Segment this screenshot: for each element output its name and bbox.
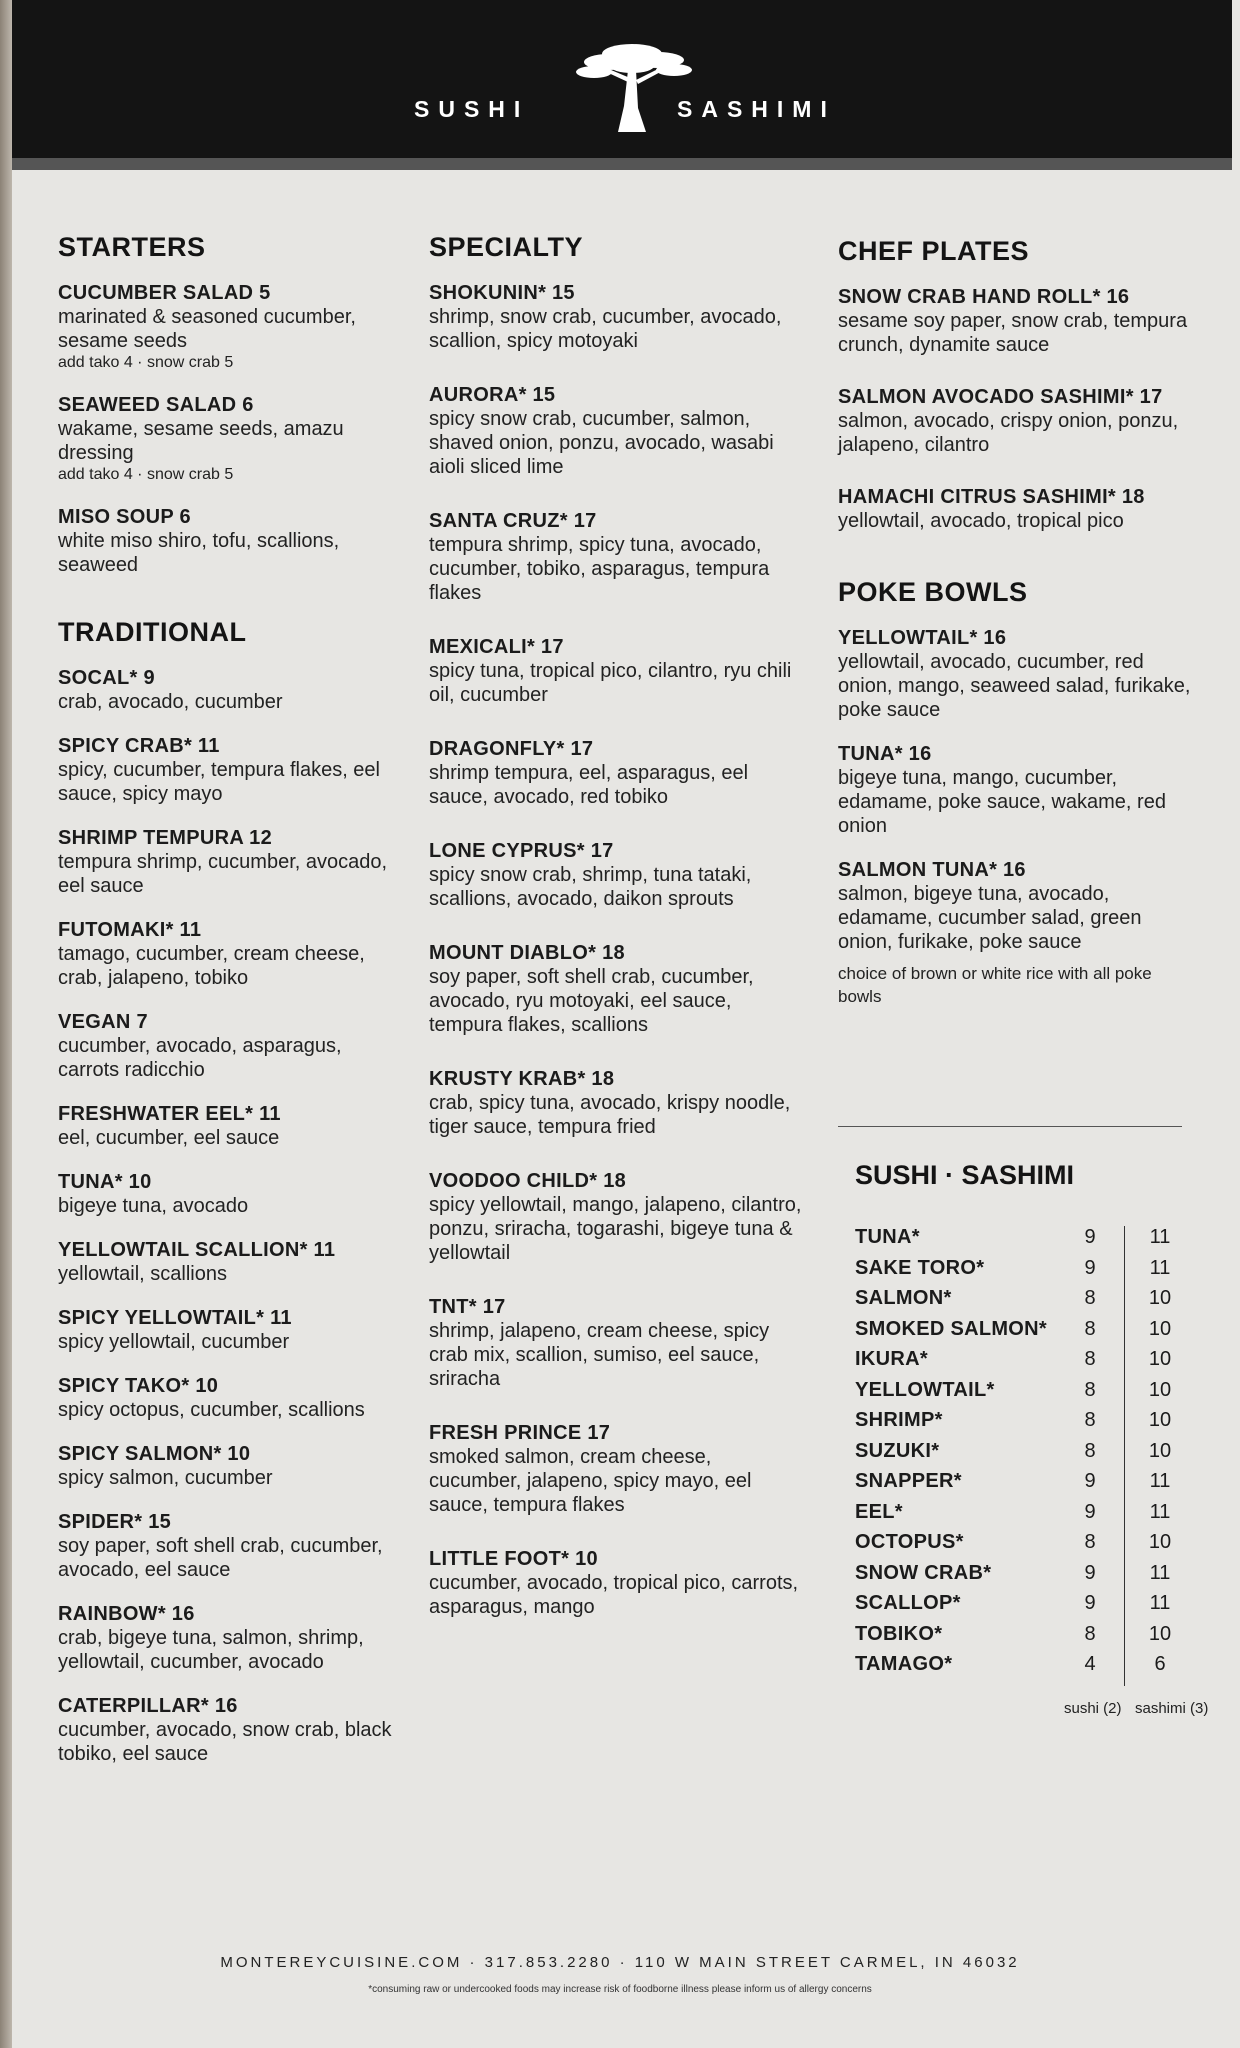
item-name: VOODOO CHILD* 18 bbox=[429, 1170, 627, 1192]
sushi-price: 8 bbox=[1084, 1287, 1096, 1309]
item-name: MISO SOUP 6 bbox=[58, 506, 191, 528]
item-name: TUNA* 16 bbox=[838, 743, 932, 765]
sushi-row bbox=[855, 1379, 1185, 1410]
item-description: crab, avocado, cucumber bbox=[58, 691, 283, 713]
item-name: SOCAL* 9 bbox=[58, 667, 155, 689]
item-name: CATERPILLAR* 16 bbox=[58, 1695, 238, 1717]
item-name: SEAWEED SALAD 6 bbox=[58, 394, 254, 416]
sushi-row bbox=[855, 1470, 1185, 1501]
brand-left: SUSHI bbox=[414, 96, 530, 122]
menu-item bbox=[58, 666, 398, 714]
item-description: spicy yellowtail, mango, jalapeno, cilantro, ponzu, sriracha, togarashi, bigeye tuna & yellowtail bbox=[429, 1194, 802, 1264]
item-name: HAMACHI CITRUS SASHIMI* 18 bbox=[838, 486, 1145, 508]
sashimi-price: 11 bbox=[1149, 1500, 1171, 1523]
sushi-price: 9 bbox=[1084, 1470, 1096, 1492]
sashimi-price: 10 bbox=[1148, 1409, 1172, 1431]
menu-item bbox=[429, 941, 809, 1037]
menu-item bbox=[58, 1170, 398, 1218]
menu-item bbox=[58, 1694, 398, 1766]
menu-item bbox=[429, 1295, 809, 1391]
item-description: sesame soy paper, snow crab, tempura crunch, dynamite sauce bbox=[838, 310, 1188, 356]
starters-title: STARTERS bbox=[58, 232, 206, 262]
sushi-row bbox=[855, 1226, 1185, 1257]
sashimi-price: 11 bbox=[1149, 1470, 1171, 1492]
item-name: YELLOWTAIL* 16 bbox=[838, 627, 1007, 649]
sushi-price: 8 bbox=[1084, 1622, 1096, 1645]
item-name: SPICY TAKO* 10 bbox=[58, 1375, 219, 1397]
sushi-price: 8 bbox=[1084, 1409, 1096, 1431]
sushi-item-name: SAKE TORO* bbox=[855, 1256, 985, 1279]
item-name: SPICY CRAB* 11 bbox=[58, 735, 220, 757]
sushi-row bbox=[855, 1562, 1185, 1593]
sushi-item-name: SNOW CRAB* bbox=[855, 1561, 992, 1584]
sushi-row bbox=[855, 1409, 1185, 1440]
item-description: yellowtail, avocado, cucumber, red onion, mango, seaweed salad, furikake, poke sauce bbox=[838, 651, 1191, 721]
sushi-row bbox=[855, 1592, 1185, 1623]
item-name: TUNA* 10 bbox=[58, 1171, 152, 1193]
item-description: spicy snow crab, shrimp, tuna tataki, scallions, avocado, daikon sprouts bbox=[429, 864, 752, 910]
item-description: crab, bigeye tuna, salmon, shrimp, yellowtail, cucumber, avocado bbox=[58, 1627, 364, 1673]
item-description: crab, spicy tuna, avocado, krispy noodle, tiger sauce, tempura fried bbox=[429, 1092, 791, 1138]
item-description: wakame, sesame seeds, amazu dressing bbox=[58, 418, 344, 464]
sushi-item-name: TOBIKO* bbox=[855, 1622, 943, 1645]
column-left bbox=[58, 232, 398, 1786]
page-edge bbox=[0, 0, 12, 2048]
sushi-row bbox=[855, 1623, 1185, 1654]
item-name: AURORA* 15 bbox=[429, 384, 556, 406]
item-name: YELLOWTAIL SCALLION* 11 bbox=[58, 1239, 336, 1261]
menu-item bbox=[838, 485, 1198, 533]
menu-item bbox=[429, 1169, 809, 1265]
menu-item bbox=[838, 626, 1198, 722]
menu-item bbox=[429, 383, 809, 479]
item-description: salmon, avocado, crispy onion, ponzu, jalapeno, cilantro bbox=[838, 410, 1179, 456]
sashimi-price: 11 bbox=[1149, 1226, 1171, 1248]
sushi-item-name: SHRIMP* bbox=[855, 1409, 943, 1431]
chef-plates-title: CHEF PLATES bbox=[838, 236, 1030, 266]
item-description: cucumber, avocado, tropical pico, carrots, asparagus, mango bbox=[429, 1572, 799, 1618]
item-description: spicy tuna, tropical pico, cilantro, ryu chili oil, cucumber bbox=[429, 660, 792, 706]
item-description: bigeye tuna, avocado bbox=[58, 1195, 249, 1217]
header-shadow-bar bbox=[12, 158, 1232, 170]
sushi-price: 9 bbox=[1084, 1500, 1096, 1523]
sushi-price: 9 bbox=[1084, 1226, 1096, 1248]
item-description: cucumber, avocado, snow crab, black tobiko, eel sauce bbox=[58, 1719, 392, 1765]
sushi-price: 9 bbox=[1084, 1592, 1096, 1614]
item-description: shrimp tempura, eel, asparagus, eel sauce, avocado, red tobiko bbox=[429, 762, 749, 808]
sushi-row bbox=[855, 1287, 1185, 1318]
menu-item bbox=[429, 281, 809, 353]
menu-item bbox=[429, 737, 809, 809]
sushi-item-name: EEL* bbox=[855, 1500, 903, 1523]
item-name: FRESH PRINCE 17 bbox=[429, 1422, 611, 1444]
item-description: yellowtail, scallions bbox=[58, 1263, 227, 1285]
item-description: soy paper, soft shell crab, cucumber, avocado, eel sauce bbox=[58, 1535, 383, 1581]
item-description: spicy salmon, cucumber bbox=[58, 1467, 273, 1489]
column-middle bbox=[429, 232, 809, 1639]
sushi-item-name: SUZUKI* bbox=[855, 1439, 940, 1462]
sushi-item-name: TUNA* bbox=[855, 1226, 920, 1248]
sushi-row bbox=[855, 1653, 1185, 1684]
sushi-price: 9 bbox=[1084, 1256, 1096, 1279]
item-description: white miso shiro, tofu, scallions, seaweed bbox=[58, 530, 340, 576]
item-name: SALMON AVOCADO SASHIMI* 17 bbox=[838, 386, 1163, 408]
item-name: DRAGONFLY* 17 bbox=[429, 738, 594, 760]
item-description: tempura shrimp, spicy tuna, avocado, cucumber, tobiko, asparagus, tempura flakes bbox=[429, 534, 770, 604]
menu-item bbox=[58, 393, 398, 485]
item-description: tamago, cucumber, cream cheese, crab, jalapeno, tobiko bbox=[58, 943, 365, 989]
item-name: FRESHWATER EEL* 11 bbox=[58, 1103, 281, 1125]
footer-disclaimer: *consuming raw or undercooked foods may increase risk of foodborne illness please inform us of allergy concerns bbox=[368, 1984, 872, 1995]
menu-item bbox=[429, 839, 809, 911]
menu-item bbox=[58, 734, 398, 806]
item-description: spicy, cucumber, tempura flakes, eel sauce, spicy mayo bbox=[58, 759, 380, 805]
item-name: SPICY SALMON* 10 bbox=[58, 1443, 251, 1465]
sashimi-price: 6 bbox=[1154, 1653, 1166, 1675]
item-description: cucumber, avocado, asparagus, carrots radicchio bbox=[58, 1035, 342, 1081]
sushi-row bbox=[855, 1318, 1185, 1349]
menu-item bbox=[58, 1102, 398, 1150]
sashimi-price: 10 bbox=[1148, 1439, 1172, 1462]
menu-item bbox=[58, 281, 398, 373]
traditional-title: TRADITIONAL bbox=[58, 617, 247, 647]
menu-item bbox=[58, 1510, 398, 1582]
menu-item bbox=[838, 742, 1198, 838]
footer-contact: MONTEREYCUISINE.COM · 317.853.2280 · 110 W MAIN STREET CARMEL, IN 46032 bbox=[220, 1954, 1020, 1971]
sushi-sashimi-table bbox=[855, 1226, 1185, 1684]
menu-item bbox=[58, 1442, 398, 1490]
item-description: tempura shrimp, cucumber, avocado, eel sauce bbox=[58, 851, 388, 897]
menu-item bbox=[429, 1547, 809, 1619]
poke-rice-note: choice of brown or white rice with all poke bowls bbox=[838, 964, 1152, 1006]
item-name: KRUSTY KRAB* 18 bbox=[429, 1068, 615, 1090]
item-addon: add tako 4 · snow crab 5 bbox=[58, 354, 234, 371]
sushi-row bbox=[855, 1440, 1185, 1471]
item-name: SALMON TUNA* 16 bbox=[838, 859, 1026, 881]
menu-item bbox=[58, 1374, 398, 1422]
sushi-row bbox=[855, 1348, 1185, 1379]
sashimi-price: 10 bbox=[1148, 1531, 1172, 1553]
item-addon: add tako 4 · snow crab 5 bbox=[58, 466, 234, 483]
sushi-item-name: IKURA* bbox=[855, 1348, 928, 1370]
sashimi-price: 11 bbox=[1149, 1592, 1171, 1614]
menu-item bbox=[429, 509, 809, 605]
sushi-item-name: YELLOWTAIL* bbox=[855, 1378, 995, 1401]
item-description: eel, cucumber, eel sauce bbox=[58, 1127, 280, 1149]
sushi-row bbox=[855, 1531, 1185, 1562]
item-name: TNT* 17 bbox=[429, 1296, 506, 1318]
sushi-legend: sushi (2) bbox=[1064, 1700, 1122, 1717]
sushi-price: 8 bbox=[1084, 1317, 1096, 1340]
item-name: VEGAN 7 bbox=[58, 1011, 148, 1033]
menu-item bbox=[58, 826, 398, 898]
sushi-price: 9 bbox=[1084, 1561, 1096, 1584]
sushi-item-name: TAMAGO* bbox=[855, 1653, 953, 1675]
item-description: spicy yellowtail, cucumber bbox=[58, 1331, 290, 1353]
sushi-price: 8 bbox=[1084, 1378, 1096, 1401]
item-name: RAINBOW* 16 bbox=[58, 1603, 195, 1625]
column-right bbox=[838, 236, 1198, 1008]
item-name: SNOW CRAB HAND ROLL* 16 bbox=[838, 286, 1130, 308]
sashimi-legend: sashimi (3) bbox=[1135, 1700, 1209, 1717]
menu-item bbox=[838, 285, 1198, 357]
item-description: marinated & seasoned cucumber, sesame seeds bbox=[58, 306, 356, 352]
item-description: spicy snow crab, cucumber, salmon, shaved onion, ponzu, avocado, wasabi aioli sliced lime bbox=[429, 408, 774, 478]
sashimi-price: 11 bbox=[1149, 1561, 1171, 1584]
section-divider bbox=[838, 1126, 1182, 1127]
sushi-price: 8 bbox=[1084, 1531, 1096, 1553]
item-description: yellowtail, avocado, tropical pico bbox=[838, 510, 1124, 532]
sushi-sashimi-title: SUSHI · SASHIMI bbox=[855, 1160, 1075, 1190]
menu-header bbox=[12, 0, 1232, 162]
item-name: LITTLE FOOT* 10 bbox=[429, 1548, 598, 1570]
item-name: CUCUMBER SALAD 5 bbox=[58, 282, 271, 304]
sashimi-price: 10 bbox=[1148, 1287, 1172, 1309]
sushi-item-name: SALMON* bbox=[855, 1287, 952, 1309]
item-name: MEXICALI* 17 bbox=[429, 636, 564, 658]
menu-item bbox=[429, 1421, 809, 1517]
item-name: LONE CYPRUS* 17 bbox=[429, 840, 614, 862]
menu-item bbox=[58, 1306, 398, 1354]
menu-item bbox=[838, 385, 1198, 457]
menu-item bbox=[58, 1238, 398, 1286]
sashimi-price: 10 bbox=[1148, 1317, 1172, 1340]
item-name: SHRIMP TEMPURA 12 bbox=[58, 827, 273, 849]
poke-bowls-title: POKE BOWLS bbox=[838, 577, 1028, 607]
menu-item bbox=[58, 1010, 398, 1082]
sushi-item-name: SMOKED SALMON* bbox=[855, 1317, 1047, 1340]
sushi-price: 8 bbox=[1084, 1348, 1096, 1370]
sushi-row bbox=[855, 1501, 1185, 1532]
item-name: FUTOMAKI* 11 bbox=[58, 919, 202, 941]
item-description: smoked salmon, cream cheese, cucumber, jalapeno, spicy mayo, eel sauce, tempura flakes bbox=[429, 1446, 752, 1516]
sushi-item-name: SCALLOP* bbox=[855, 1592, 961, 1614]
sushi-price: 8 bbox=[1084, 1439, 1096, 1462]
menu-item bbox=[429, 1067, 809, 1139]
menu-item bbox=[838, 858, 1198, 954]
item-description: shrimp, jalapeno, cream cheese, spicy crab mix, scallion, sumiso, eel sauce, sriracha bbox=[429, 1320, 770, 1390]
sushi-item-name: OCTOPUS* bbox=[855, 1531, 964, 1553]
menu-item bbox=[429, 635, 809, 707]
specialty-title: SPECIALTY bbox=[429, 232, 584, 262]
menu-item bbox=[58, 505, 398, 577]
item-name: MOUNT DIABLO* 18 bbox=[429, 942, 625, 964]
item-name: SHOKUNIN* 15 bbox=[429, 282, 575, 304]
item-description: soy paper, soft shell crab, cucumber, avocado, ryu motoyaki, eel sauce, tempura flakes, scallions bbox=[429, 966, 754, 1036]
item-name: SPIDER* 15 bbox=[58, 1511, 172, 1533]
item-description: bigeye tuna, mango, cucumber, edamame, poke sauce, wakame, red onion bbox=[838, 767, 1166, 837]
sushi-row bbox=[855, 1257, 1185, 1288]
item-description: shrimp, snow crab, cucumber, avocado, scallion, spicy motoyaki bbox=[429, 306, 782, 352]
menu-item bbox=[58, 918, 398, 990]
sushi-item-name: SNAPPER* bbox=[855, 1470, 962, 1492]
item-name: SPICY YELLOWTAIL* 11 bbox=[58, 1307, 292, 1329]
sashimi-price: 10 bbox=[1148, 1348, 1172, 1370]
sashimi-price: 10 bbox=[1148, 1622, 1172, 1645]
sashimi-price: 11 bbox=[1149, 1256, 1171, 1279]
sushi-price: 4 bbox=[1084, 1653, 1096, 1675]
menu-item bbox=[58, 1602, 398, 1674]
item-name: SANTA CRUZ* 17 bbox=[429, 510, 597, 532]
sashimi-price: 10 bbox=[1148, 1378, 1172, 1401]
item-description: salmon, bigeye tuna, avocado, edamame, cucumber salad, green onion, furikake, poke sauce bbox=[838, 883, 1142, 953]
brand-right: SASHIMI bbox=[677, 96, 836, 122]
item-description: spicy octopus, cucumber, scallions bbox=[58, 1399, 365, 1421]
